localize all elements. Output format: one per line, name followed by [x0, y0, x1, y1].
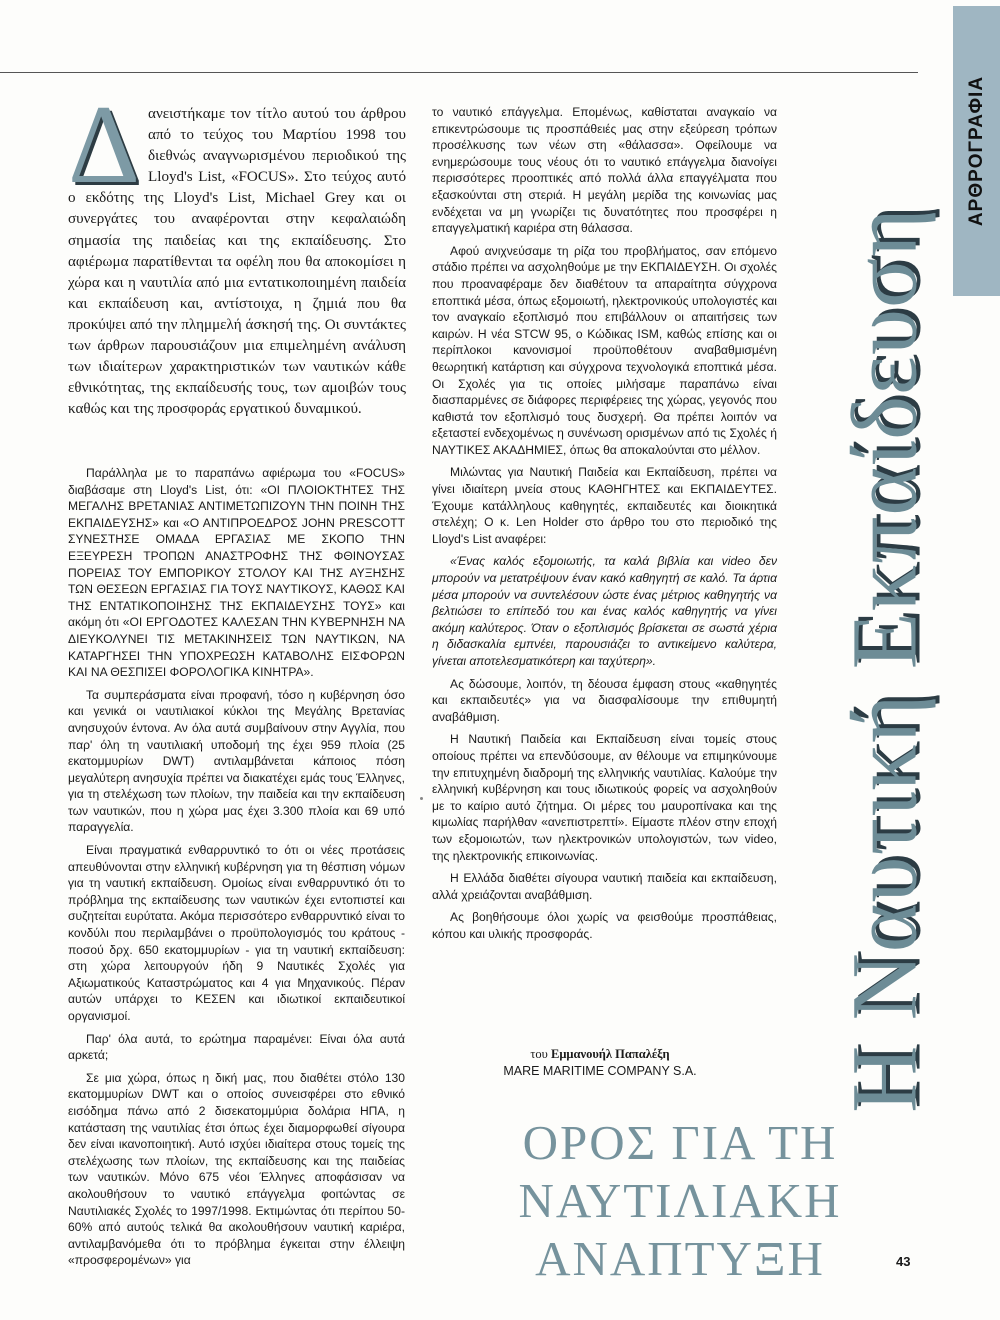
- right-paragraph: Η Ελλάδα διαθέτει σίγουρα ναυτική παιδεία και εκπαίδευση, αλλά χρειάζονται αναβάθμιση.: [432, 871, 777, 902]
- print-speck: [420, 797, 423, 800]
- quote-paragraph: «Ένας καλός εξομοιωτής, τα καλά βιβλία και video δεν μπορούν να μετατρέψουν έναν κακό καθηγητή σε καλό. Τα άρτια μέσα μπορούν να συντελέσουν ώστε ένας μέτριος καθηγητής να βελτιώσει το επίπεδό του και ένας καλός καθηγητής να γίνει ακόμη καλύτερος. Όταν ο εξοπλισμός βρίσκεται σε σωστά χέρια η διδασκαλία εμπνέει, παρουσιάζει το αντικείμενο καλύτερα, γίνεται αποτελεσματικότερη και ταχύτερη».: [432, 554, 777, 668]
- author-prefix: του: [530, 1047, 548, 1061]
- right-paragraph: Ας βοηθήσουμε όλοι χωρίς να φεισθούμε προσπάθειας, κόπου και υλικής προσφοράς.: [432, 910, 777, 941]
- right-paragraph: το ναυτικό επάγγελμα. Επομένως, καθίσταται αναγκαίο να επικεντρώσουμε τις προσπάθειές μας στην εξεύρεση τρόπων προσέλκυσης των νέων στη «θάλασσα». Οφείλουμε να ενημερώσουμε τους νέους ότι το ναυτικό επάγγελμα διανοίγει περισσότερες προοπτικές από πολλά άλλα επαγγέλματα που εξασκούνται στη στεριά. Η μεγάλη μερίδα της κοινωνίας μας ενδέχεται να μη γνωρίζει τις δυνατότητες που προσφέρει η επαγγελματική καριέρα στη θάλασσα.: [432, 105, 777, 236]
- lead-text: ανειστήκαμε τον τίτλο αυτού του άρθρου από το τεύχος του Μαρτίου 1998 του διεθνώς αναγνωρισμένου περιοδικού της Lloyd's List, «FOCUS». Στο τεύχος αυτό ο εκδότης της Lloyd's List, Michael Grey και οι συνεργάτες του αναφέρονται στην κεφαλαιώδη σημασία της παιδείας και της εκπαίδευσης. Στο αφιέρωμα παρατίθενται τα οφέλη που θα αποκομίσει η χώρα και η ναυτιλία από μια εντατικοποιημένη παιδεία και εκπαίδευση και, αντίστοιχα, η ζημιά που θα προκύψει από την πλημμελή άσκησή της. Οι συντάκτες των άρθρων παρουσιάζουν μια επιμελημένη ανάλυση των ιδιαίτερων χαρακτηριστικών των ναυτικών κάθε εθνικότητας, της εκπαίδευσής τους, των αμοιβών τους καθώς και της προσφοράς εργατικού δυναμικού.: [68, 106, 406, 418]
- left-paragraph: Παράλληλα με το παραπάνω αφιέρωμα του «FOCUS» διαβάσαμε στη Lloyd's List, ότι: «ΟΙ ΠΛΟΙΟΚΤΗΤΕΣ ΤΗΣ ΜΕΓΑΛΗΣ ΒΡΕΤΑΝΙΑΣ ΑΝΤΙΜΕΤΩΠΙΖΟΥΝ ΤΗΝ ΠΟΙΝΗ ΤΗΣ ΕΚΠΑΙΔΕΥΣΗΣ» και «Ο ΑΝΤΙΠΡΟΕΔΡΟΣ JOHN PRESCOTT ΣΥΝΕΣΤΗΣΕ ΟΜΑΔΑ ΕΡΓΑΣΙΑΣ ΜΕ ΣΚΟΠΟ ΤΗΝ ΕΞΕΥΡΕΣΗ ΤΡΟΠΩΝ ΑΝΑΣΤΡΟΦΗΣ ΤΗΣ ΦΘΙΝΟΥΣΑΣ ΠΟΡΕΙΑΣ ΤΟΥ ΕΜΠΟΡΙΚΟΥ ΣΤΟΛΟΥ ΚΑΙ ΤΗΣ ΑΥΞΗΣΗΣ ΤΩΝ ΘΕΣΕΩΝ ΕΡΓΑΣΙΑΣ ΓΙΑ ΤΟΥΣ ΝΑΥΤΙΚΟΥΣ, ΚΑΘΩΣ ΚΑΙ ΤΗΣ ΕΝΤΑΤΙΚΟΠΟΙΗΣΗΣ ΤΗΣ ΕΚΠΑΙΔΕΥΣΗΣ ΤΟΥΣ» και ακόμη ότι «ΟΙ ΕΡΓΟΔΟΤΕΣ ΚΑΛΕΣΑΝ ΤΗΝ ΚΥΒΕΡΝΗΣΗ ΝΑ ΔΙΕΥΚΟΛΥΝΕΙ ΤΙΣ ΜΕΤΑΚΙΝΗΣΕΙΣ ΤΩΝ ΝΑΥΤΙΚΩΝ, ΝΑ ΚΑΤΑΡΓΗΣΕΙ ΤΗΝ ΥΠΟΧΡΕΩΣΗ ΚΑΤΑΒΟΛΗΣ ΕΙΣΦΟΡΩΝ ΚΑΙ ΝΑ ΘΕΣΠΙΣΕΙ ΦΟΡΟΛΟΓΙΚΑ ΚΙΝΗΤΡΑ».: [68, 466, 405, 680]
- left-paragraph: Παρ' όλα αυτά, το ερώτημα παραμένει: Είναι όλα αυτά αρκετά;: [68, 1031, 405, 1063]
- page-number: 43: [896, 1254, 911, 1269]
- article-title: Η Ναυτική Εκπαίδευση: [833, 207, 937, 1113]
- right-paragraph: Μιλώντας για Ναυτική Παιδεία και Εκπαίδευση, πρέπει να γίνει ιδιαίτερη μνεία στους ΚΑΘΗΓΗΤΕΣ και ΕΚΠΑΙΔΕΥΤΕΣ. Έχουμε κατάλληλους καθηγητές, εκπαιδευτές και διοικητικά στελέχη; Ο κ. Len Holder στο άρθρο του στο περιοδικό της Lloyd's List αναφέρει:: [432, 465, 777, 546]
- lead-text-block: [68, 83, 406, 420]
- left-paragraph: Είναι πραγματικά ενθαρρυντικό το ότι οι νέες προτάσεις απευθύνονται στην ελληνική κυβέρνηση για τη θέσπιση νόμων για τη ναυτική εκπαίδευση. Ομοίως είναι ενθαρρυντικό ότι το πρόβλημα της εκπαίδευσης των ναυτικών έχει εντοπιστεί και συζητείται ευρύτατα. Ακόμα περισσότερο ενθαρρυντικό είναι το κονδύλι που περιλαμβάνει ο προϋπολογισμός του κράτους - ποσού δρχ. 650 εκατομμυρίων - για τη ναυτική εκπαίδευση: στη χώρα λειτουργούν ήδη 9 Ναυτικές Σχολές για Αξιωματικούς Καταστρώματος και 4 για Μηχανικούς. Πέραν αυτών υπάρχει το ΚΕΣΕΝ και ιδιωτικοί εκπαιδευτικοί οργανισμοί.: [68, 843, 405, 1023]
- right-column: [432, 104, 777, 949]
- right-paragraph: Η Ναυτική Παιδεία και Εκπαίδευση είναι τομείς στους οποίους πρέπει να επενδύσουμε, αν θέλουμε να επιμηκύνουμε την επιτυχημένη διαδρομή της ελληνικής ναυτιλίας. Καλούμε την ελληνική κυβέρνηση και τους ιδιωτικούς φορείς να ασχοληθούν με το καίριο αυτό ζήτημα. Οι μέρες του μαυροπίνακα και της κιμωλίας παρήλθαν «ανεπιστρεπτί». Είμαστε πλέον στην εποχή των εξομοιωτών, των ηλεκτρονικών υπολογιστών, των video, της ηλεκτρονικής επικοινωνίας.: [432, 732, 777, 863]
- drop-cap: Δ: [68, 83, 141, 207]
- section-label: ΑΡΘΡΟΓΡΑΦΙΑ: [965, 75, 987, 227]
- right-paragraph: Ας δώσουμε, λοιπόν, τη δέουσα έμφαση στους «καθηγητές και εκπαιδευτές» για να διασφαλίσουμε την επιθυμητή αναβάθμιση.: [432, 676, 777, 724]
- subtitle-line-1: ΟΡΟΣ ΓΙΑ ΤΗ: [522, 1115, 838, 1170]
- right-paragraph: Αφού ανιχνεύσαμε τη ρίζα του προβλήματος, σαν επόμενο στάδιο πρέπει να ασχοληθούμε με την ΕΚΠΑΙΔΕΥΣΗ. Οι σχολές που προαναφέραμε δεν διαθέτουν τα απαραίτητα σύγχρονα εποπτικά μέσα, όπως εξομοιωτή, ηλεκτρονικούς υπολογιστές και τον αναγκαίο εξοπλισμό που επιβάλλουν οι απαιτήσεις των καιρών. Η νέα STCW 95, ο Κώδικας ISM, καθώς επίσης και οι περίπλοκοι κανονισμοί προϋποθέτουν αναβαθμισμένη θεωρητική κατάρτιση και σύγχρονα τεχνολογικά εποπτικά μέσα. Οι Σχολές για τις οποίες μιλήσαμε παραπάνω είναι διασπαρμένες σε διάφορες περιφέρειες της χώρας, γεγονός που καθιστά τον εξοπλισμό τους δυσχερή. Θα πρέπει λοιπόν να εξεταστεί ενδεχομένως η συνένωση ορισμένων από τις Σχολές ή ΝΑΥΤΙΚΕΣ ΑΚΑΔΗΜΙΕΣ, όπως θα αποκαλούνται στο μέλλον.: [432, 243, 777, 457]
- author-name: Εμμανουήλ Παπαλέξη: [551, 1047, 670, 1061]
- lead-paragraph: [68, 83, 406, 420]
- left-column: [68, 465, 405, 1275]
- author-byline: [430, 1046, 770, 1080]
- article-subtitle: [440, 1114, 920, 1288]
- author-company: MARE MARITIME COMPANY S.A.: [503, 1064, 697, 1078]
- left-paragraph: Τα συμπεράσματα είναι προφανή, τόσο η κυβέρνηση όσο και γενικά οι ναυτιλιακοί κύκλοι της Μεγάλης Βρετανίας ανησυχούν έντονα. Αν όλα αυτά συμβαίνουν στην Αγγλία, που παρ' όλη τη ναυτιλιακή υποδομή της έχει 959 πλοία (25 εκατομμυρίων DWT) αντιλαμβάνεται κάποιος πόση μεγαλύτερη ανησυχία πρέπει να διακατέχει εμάς τους Έλληνες, για τη στελέχωση των πλοίων, την παιδεία και την εκπαίδευση των ναυτικών, που η χώρα μας έχει 3.300 πλοία και 69 υπό παραγγελία.: [68, 687, 405, 835]
- section-tab: [953, 6, 1000, 296]
- author-name-line: [430, 1046, 770, 1063]
- subtitle-line-2: ΝΑΥΤΙΛΙΑΚΗ ΑΝΑΠΤΥΞΗ: [518, 1173, 842, 1286]
- left-paragraph: Σε μια χώρα, όπως η δική μας, που διαθέτει στόλο 130 εκατομμυρίων DWT και ο οποίος συνεισφέρει στο εθνικό εισόδημα πάνω από 2 δισεκατομμύρια δολάρια ΗΠΑ, η κατάσταση της ναυτιλίας έτσι όπως έχει διαμορφωθεί σίγουρα δεν είναι ικανοποιητική. Αυτό ισχύει ιδιαίτερα στους τομείς της στελέχωσης των πλοίων, της εκπαίδευσης και της παιδείας των ναυτικών. Μόνο 675 νέοι Έλληνες αποφάσισαν να ακολουθήσουν το ναυτικό επάγγελμα φοιτώντας σε Ναυτιλιακές Σχολές το 1997/1998. Εκτιμώντας ότι περίπου 50-60% από αυτούς τελικά θα ακολουθήσουν ναυτική καριέρα, αντιλαμβανόμεθα ότι το πρόβλημα έγκειται στην έλλειψη «προσφερομένων» για: [68, 1070, 405, 1268]
- top-rule: [0, 72, 918, 73]
